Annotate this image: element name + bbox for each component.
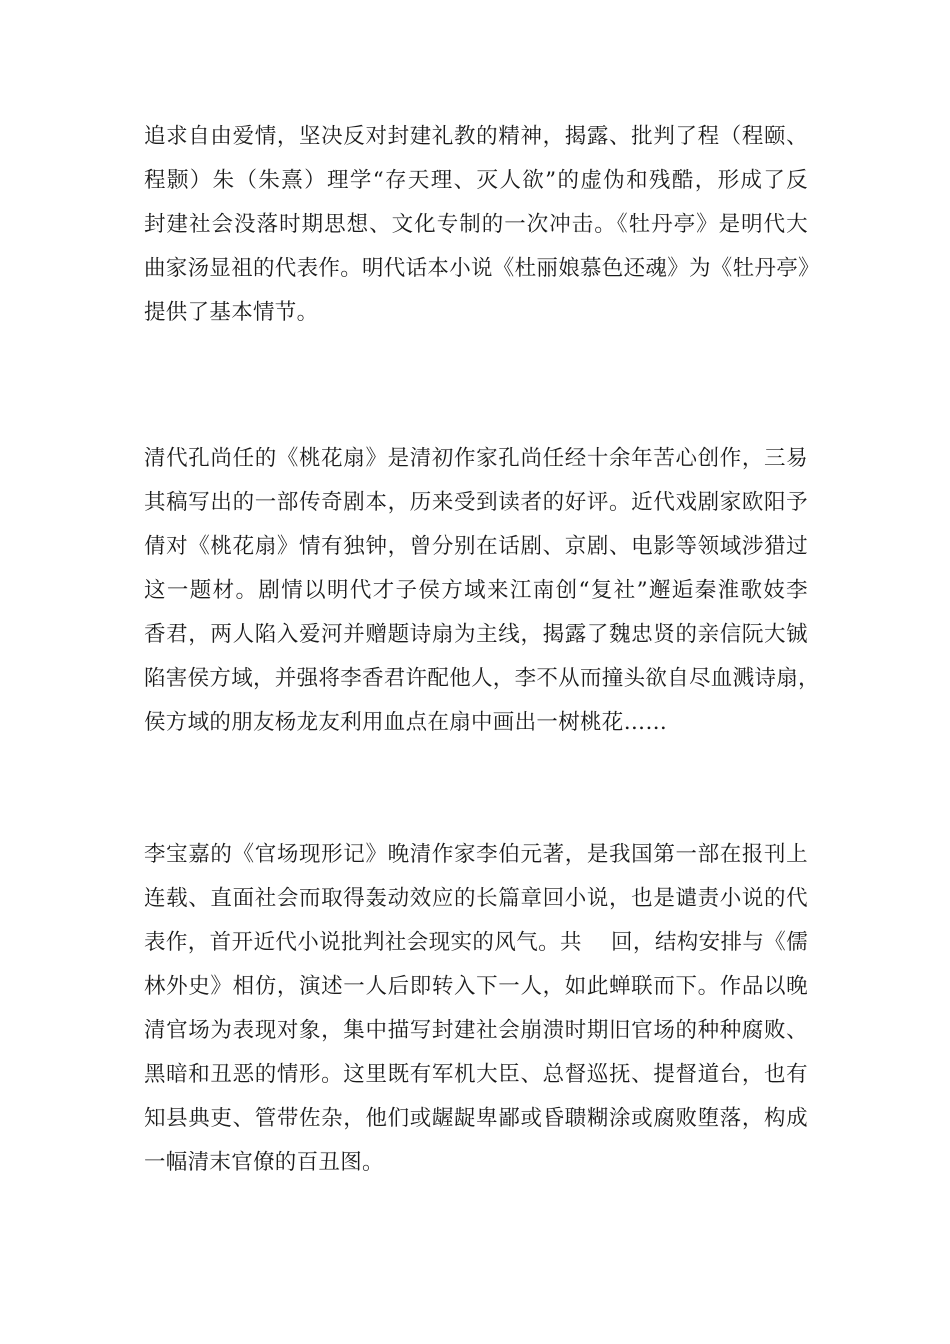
text-line: 这一题材。剧情以明代才子侯方域来江南创“复社”邂逅秦淮歌妓李: [144, 578, 808, 603]
text-line: 李宝嘉的《官场现形记》晚清作家李伯元著，是我国第一部在报刊上: [144, 842, 808, 867]
text-line: 陷害侯方域，并强将李香君许配他人，李不从而撞头欲自尽血溅诗扇，: [144, 666, 820, 691]
paragraph-peach-blossom-fan: [144, 437, 820, 745]
text-line: 一幅清末官僚的百丑图。: [144, 1150, 384, 1175]
text-line: 封建社会没落时期思想、文化专制的一次冲击。《牡丹亭》是明代大: [144, 212, 808, 237]
text-line: 倩对《桃花扇》情有独钟，曾分别在话剧、京剧、电影等领域涉猎过: [144, 534, 808, 559]
text-line: 提供了基本情节。: [144, 300, 319, 325]
text-line: 知县典吏、管带佐杂，他们或龌龊卑鄙或昏聩糊涂或腐败堕落，构成: [144, 1106, 808, 1131]
text-line: 侯方域的朋友杨龙友利用血点在扇中画出一树桃花……: [144, 710, 668, 735]
text-line: 表作，首开近代小说批判社会现实的风气。共 回，结构安排与《儒: [144, 930, 808, 955]
text-line: 连载、直面社会而取得轰动效应的长篇章回小说，也是谴责小说的代: [144, 886, 808, 911]
paragraph-officialdom-unmasked: [144, 833, 808, 1185]
text-line: 程颢）朱（朱熹）理学“存天理、灭人欲”的虚伪和残酷，形成了反: [144, 168, 808, 193]
text-line: 清代孔尚任的《桃花扇》是清初作家孔尚任经十余年苦心创作，三易: [144, 446, 808, 471]
text-line: 追求自由爱情，坚决反对封建礼教的精神，揭露、批判了程（程颐、: [144, 124, 808, 149]
text-line: 香君，两人陷入爱河并赠题诗扇为主线，揭露了魏忠贤的亲信阮大铖: [144, 622, 808, 647]
text-line: 其稿写出的一部传奇剧本，历来受到读者的好评。近代戏剧家欧阳予: [144, 490, 808, 515]
text-line: 曲家汤显祖的代表作。明代话本小说《杜丽娘慕色还魂》为《牡丹亭》: [144, 256, 820, 281]
paragraph-peony-pavilion: [144, 115, 820, 335]
text-line: 林外史》相仿，演述一人后即转入下一人，如此蝉联而下。作品以晚: [144, 974, 808, 999]
text-line: 清官场为表现对象，集中描写封建社会崩溃时期旧官场的种种腐败、: [144, 1018, 808, 1043]
text-line: 黑暗和丑恶的情形。这里既有军机大臣、总督巡抚、提督道台，也有: [144, 1062, 808, 1087]
